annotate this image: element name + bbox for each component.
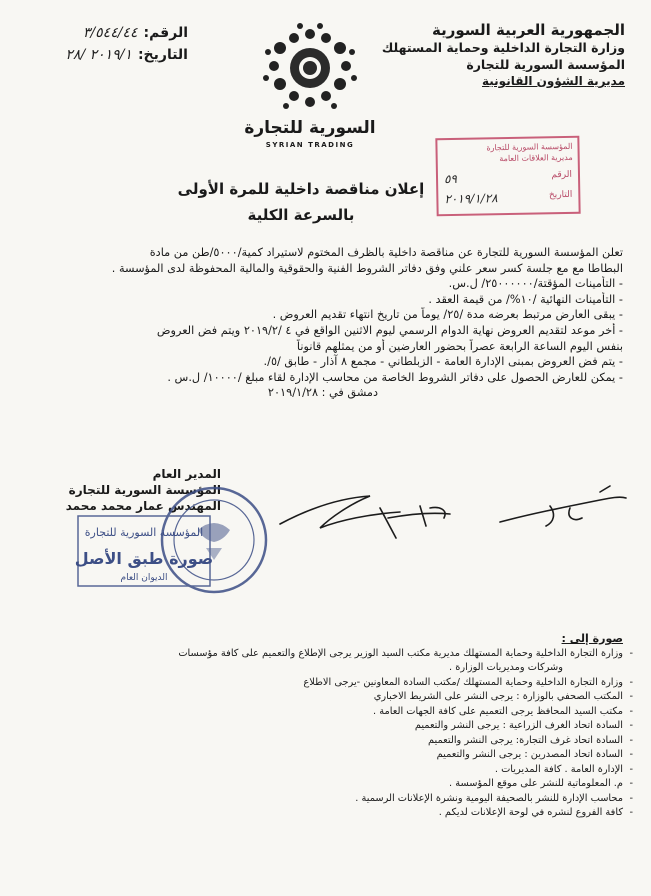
copy-recipient: - م. المعلوماتية للنشر على موقع المؤسسة . [13, 777, 623, 792]
copy-recipient: - السادة اتحاد المصدرين : يرجى النشر والتعميم [13, 748, 623, 763]
republic-name: الجمهورية العربية السورية [432, 21, 625, 39]
date-value: ٢٠١٩/١ /٢٨ [65, 47, 132, 63]
body-paragraph: تعلن المؤسسة السورية للتجارة عن مناقصة داخلية بالظرف المختوم لاستيراد كمية/٥٠٠٠/طن من مادة [149, 246, 623, 259]
copy-recipient: - وزارة التجارة الداخلية وحماية المستهلك مديرية مكتب السيد الوزير يرجى الإطلاع والتعميم على كافة مؤسسات [13, 647, 623, 662]
body-paragraph: - يمكن للعارض الحصول على دفاتر الشروط الخاصة من محاسب الإدارة لقاء مبلغ /١٠٠٠٠/ ل.س . [167, 370, 623, 384]
stamp-date-label: التاريخ [548, 189, 573, 201]
stamp-number-label: الرقم [551, 169, 573, 181]
announcement-body [26, 245, 623, 401]
body-paragraph: بنفس اليوم الساعة الرابعة عصراً بحضور العارضين أو من يمثلهم قانوناً [296, 339, 623, 353]
institution-name: المؤسسة السورية للتجارة [466, 57, 625, 72]
place-date-line: دمشق في : ٢٠١٩/١/٢٨ [267, 386, 378, 400]
seal-side-text: صورة طبق الأصل [74, 549, 214, 568]
title-line1: إعلان مناقصة داخلية للمرة الأولى [177, 180, 425, 198]
copy-recipient: - الإدارة العامة . كافة المديريات . [13, 763, 623, 778]
date-label: التاريخ: [137, 47, 188, 63]
ref-label: الرقم: [143, 25, 188, 41]
signer-role: المدير العام [152, 467, 221, 481]
signer-name: المهندس عمار محمد محمد [65, 499, 221, 513]
official-seal [68, 468, 268, 618]
copy-recipient: - السادة اتحاد غرف التجارة: يرجى النشر والتعميم [13, 734, 623, 749]
body-paragraph: - يبقى العارض مرتبط بعرضه مدة /٢٥/ يوماً من تاريخ انتهاء تقديم العروض . [272, 308, 623, 322]
ministry-name: وزارة التجارة الداخلية وحماية المستهلك [381, 40, 625, 55]
copy-recipient: - محاسب الإدارة للنشر بالصحيفة اليومية ونشرة الإعلانات الرسمية . [13, 792, 623, 807]
body-paragraph: - أخر موعد لتقديم العروض نهاية الدوام الرسمي ليوم الاثنين الواقع في ٤ /٢٠١٩/٢ ويتم فض العروض [156, 323, 623, 337]
stamp-date-value: ٢٠١٩/١/٢٨ [444, 191, 498, 207]
seal-bottom-text: الديوان العام [120, 573, 168, 583]
copy-recipient: - المكتب الصحفي بالوزارة : يرجى النشر على الشريط الاخباري [13, 690, 623, 705]
seal-top-text: المؤسسة السورية للتجارة [84, 526, 204, 539]
copy-recipient: - مكتب السيد المحافظ يرجى التعميم على كافة الجهات العامة . [13, 705, 623, 720]
logo-arabic-text: السورية للتجارة [244, 118, 376, 138]
ref-value: ٣/٥٤٤/٤٤ [82, 25, 138, 41]
incoming-stamp [435, 136, 580, 217]
stamp-number-value: ٥٩ [443, 171, 458, 187]
letterhead [375, 22, 625, 90]
logo-english-text: SYRIAN TRADING [265, 141, 355, 149]
copy-recipient: - كافة الفروع لنشره في لوحة الإعلانات لديكم . [13, 806, 623, 821]
directorate-name: مديرية الشؤون القانونية [482, 74, 625, 88]
announcement-title [151, 176, 451, 228]
body-paragraph: البطاطا مع مع جلسة كسر سعر علني وفق دفاتر الشروط الفنية والحقوقية والمالية المحفوظة لدى المؤسسة . [111, 261, 623, 275]
copy-recipient: - السادة اتحاد الغرف الزراعية : يرجى النشر والتعميم [13, 719, 623, 734]
copies-section [13, 632, 623, 821]
body-paragraph: - التأمينات النهائية /١٠%/ من قيمة العقد . [428, 292, 623, 306]
copies-heading: صورة إلى : [561, 632, 623, 645]
signer-org: المؤسسة السورية للتجارة [68, 483, 221, 497]
copy-recipient-continuation: وشركات ومديريات الوزارة . [449, 662, 563, 673]
body-paragraph: - يتم فض العروض بمبنى الإدارة العامة - الزبلطاني - مجمع ٨ آذار - طابق /٥/. [263, 355, 623, 369]
handwritten-signature [270, 478, 630, 558]
body-paragraph: - التأمينات المؤقتة/٢٥٠٠٠٠٠٠/ ل.س. [448, 277, 623, 291]
reference-block [28, 22, 188, 66]
title-line2: بالسرعة الكلية [247, 206, 355, 224]
stamp-line2: مديرية العلاقات العامة [499, 152, 573, 164]
copy-recipient: - وزارة التجارة الداخلية وحماية المستهلك /مكتب السادة المعاونين -يرجى الاطلاع [13, 676, 623, 691]
stamp-line1: المؤسسة السورية للتجارة [486, 141, 573, 153]
